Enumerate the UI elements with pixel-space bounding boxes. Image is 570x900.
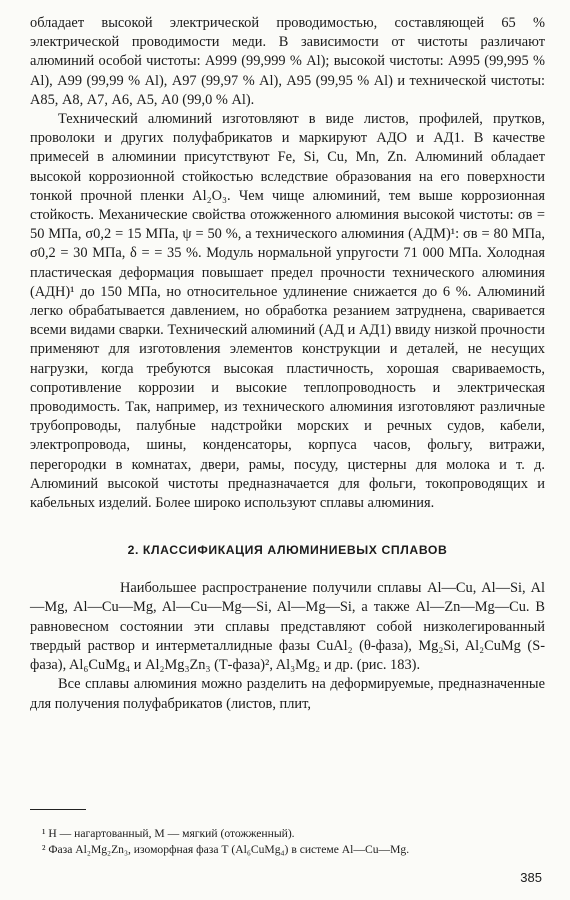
footnote-divider [30,809,86,810]
paragraph-2: Технический алюминий изготовляют в виде листов, профилей, прутков, проволоки и других полуфабрикатов и маркируют АДО и АД1. В качестве примесей в алюминии присутствуют Fe, Si, Cu, Mn, Zn. Алюминий обладает высокой коррозионной стойкостью вследствие образования на его поверхности тонкой прочной пленки Al₂O₃. Чем чище алюминий, тем выше коррозионная стойкость. Механические свойства отожженного алюминия высокой чистоты: σв = 50 МПа, σ0,2 = 15 МПа, ψ = 50 %, а технического алюминия (АДМ)¹: σв = 80 МПа, σ0,2 = 30 МПа, δ = = 35 %. Модуль нормальной упругости 71 000 МПа. Холодная пластическая деформация повышает предел прочности технического алюминия (АДН)¹ до 150 МПа, но относительное удлинение снижается до 6 %. Алюминий легко обрабатывается давлением, но обработка резанием затруднена, сваривается всеми видами сварки. Технический алюминий (АД и АД1) ввиду низкой прочности применяют для изготовления элементов конструкции и деталей, не несущих нагрузки, когда требуются высокая пластичность, хорошая свариваемость, сопротивление коррозии и высокие теплопроводность и электрическая проводимость. Так, например, из технического алюминия изготовляют различные трубопроводы, палубные надстройки морских и речных судов, кабели, электропровода, шины, конденсаторы, корпуса часов, фольгу, витражи, перегородки в комнатах, двери, рамы, посуду, цистерны для молока и т. д. Алюминий высокой чистоты предназначается для фольги, токопроводящих и кабельных изделий. Более широко используют сплавы алюминия. [30,111,545,512]
section-heading: 2. КЛАССИФИКАЦИЯ АЛЮМИНИЕВЫХ СПЛАВОВ [127,543,448,558]
footnotes [42,826,547,857]
footnote-1: ¹ Н — нагартованный, М — мягкий (отожженный). [42,827,295,840]
paragraph-1: обладает высокой электрической проводимостью, составляющей 65 % электрической проводимости меди. В зависимости от чистоты различают алюминий особой чистоты: А999 (99,999 % Al); высокой чистоты: А995 (99,995 % Al), А99 (99,99 % Al), А97 (99,97 % Al), А95 (99,95 % Al) и технической чистоты: А85, А8, А7, А6, А5, А0 (99,0 % Al). [30,15,545,108]
page-number: 385 [520,870,542,885]
paragraph-3: Наибольшее распространение получили сплавы Al—Cu, Al—Si, Al—Mg, Al—Cu—Mg, Al—Cu—Mg—Si, Al—Mg—Si, а также Al—Zn—Mg—Cu. В равновесном состоянии эти сплавы представляют собой низколегированный твердый раствор и интерметаллидные фазы CuAl₂ (θ-фаза), Mg₂Si, Al₂CuMg (S-фаза), Al₆CuMg₄ и Al₂Mg₃Zn₃ (Т-фаза)², Al₃Mg₂ и др. (рис. 183). [30,580,545,674]
paragraph-4: Все сплавы алюминия можно разделить на деформируемые, предназначенные для получения полуфабрикатов (листов, плит, [30,676,545,712]
footnote-2: ² Фаза Al₂Mg₂Zn₃, изоморфная фаза Т (Al₆CuMg₄) в системе Al—Cu—Mg. [42,842,410,856]
page-body [30,14,545,714]
